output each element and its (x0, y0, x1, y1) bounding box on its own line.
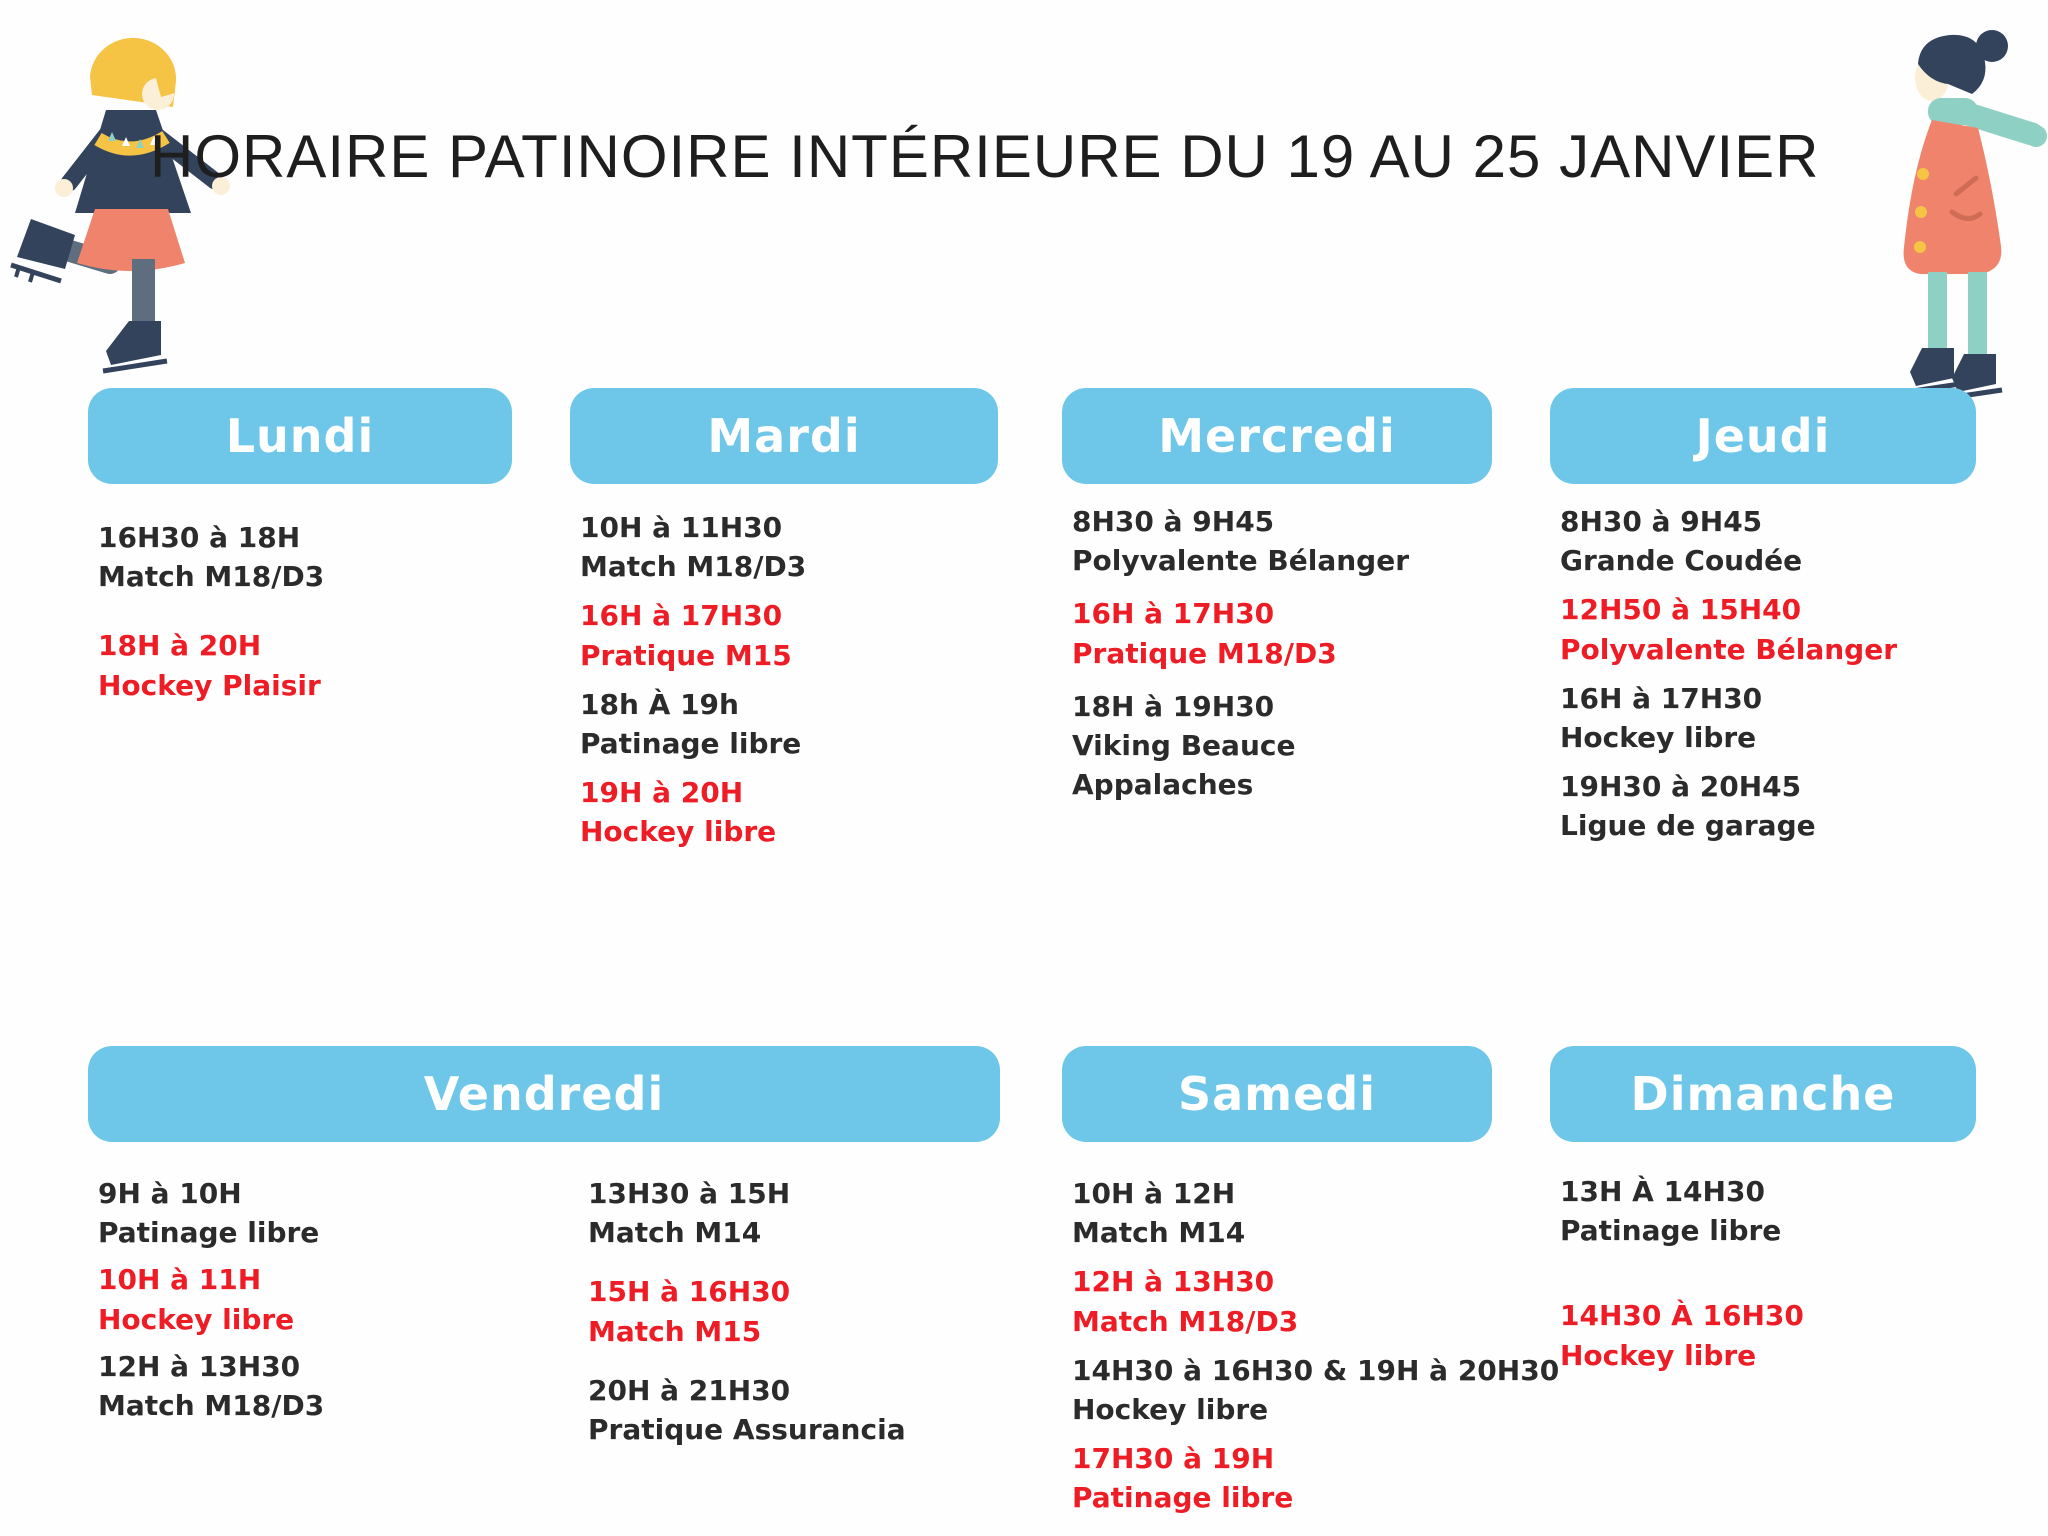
entry-activity: Patinage libre (1072, 1481, 1294, 1515)
day-entries (1062, 1174, 1582, 1518)
entry-activity: Pratique M15 (580, 638, 792, 672)
entry-time: 18h À 19h (580, 687, 739, 721)
entry-time: 12H à 13H30 (98, 1349, 301, 1383)
day-header-samedi (1062, 1046, 1492, 1142)
day-column-samedi (1062, 1046, 1560, 1518)
entry-time: 17H30 à 19H (1072, 1442, 1275, 1476)
schedule-entry (1072, 1262, 1582, 1340)
entry-time: 16H à 17H30 (580, 599, 783, 633)
schedule-entry (1072, 594, 1484, 672)
entry-activity: Patinage libre (580, 726, 802, 760)
schedule-entry (98, 1347, 538, 1425)
entry-activity: Hockey libre (1072, 1392, 1269, 1426)
day-entries-left (88, 1174, 538, 1425)
schedule-entry (1560, 502, 1984, 580)
day-header-vendredi (88, 1046, 1000, 1142)
schedule-entry (1072, 1351, 1582, 1429)
entry-activity: Pratique Assurancia (588, 1412, 906, 1446)
day-header-dimanche (1550, 1046, 1976, 1142)
entry-time: 12H50 à 15H40 (1560, 593, 1802, 627)
schedule-entry (588, 1272, 1068, 1350)
entry-time: 13H30 à 15H (588, 1177, 791, 1210)
schedule-entry (1560, 590, 1984, 668)
day-entries (570, 508, 980, 852)
day-header-lundi (88, 388, 512, 484)
entry-time: 13H À 14H30 (1560, 1175, 1765, 1208)
entry-activity: Match M18/D3 (580, 550, 807, 584)
day-column-jeudi (1550, 388, 1976, 846)
entry-activity: Hockey Plaisir (98, 668, 321, 702)
entry-time: 10H à 12H (1072, 1177, 1236, 1210)
entry-time: 20H à 21H30 (588, 1373, 791, 1407)
schedule-entry (580, 773, 980, 851)
schedule-entry (588, 1174, 1068, 1252)
schedule-entry (588, 1371, 1068, 1449)
day-column-mercredi (1062, 388, 1492, 804)
entry-time: 10H à 11H (98, 1263, 262, 1297)
schedule-entry (1560, 679, 1984, 757)
day-header-mardi (570, 388, 998, 484)
girl-skater-icon (5, 15, 255, 375)
day-label: Mardi (707, 409, 861, 463)
entry-activity: Match M15 (588, 1314, 762, 1348)
schedule-entry (1072, 1174, 1582, 1252)
day-label: Samedi (1178, 1067, 1376, 1121)
entry-time: 16H à 17H30 (1072, 597, 1275, 631)
day-header-mercredi (1062, 388, 1492, 484)
schedule-entry (98, 1174, 538, 1252)
schedule-entry (1072, 1439, 1582, 1517)
day-entries (1550, 1172, 1980, 1375)
entry-activity: Match M18/D3 (98, 560, 325, 594)
schedule-entry (98, 1260, 538, 1338)
day-column-vendredi (88, 1046, 1000, 1446)
entry-activity: Hockey libre (1560, 720, 1757, 754)
woman-skater-icon (1872, 22, 2048, 402)
entry-activity: Match M18/D3 (98, 1388, 325, 1422)
entry-time: 8H30 à 9H45 (1072, 505, 1275, 538)
entry-time: 9H à 10H (98, 1177, 242, 1210)
schedule-entry (98, 626, 488, 704)
day-column-dimanche (1550, 1046, 1976, 1375)
schedule-entry (580, 596, 980, 674)
entry-activity: Match M14 (588, 1216, 762, 1250)
schedule-entry (580, 685, 980, 763)
day-label: Mercredi (1158, 409, 1396, 463)
entry-time: 8H30 à 9H45 (1560, 505, 1763, 538)
page-title: HORAIRE PATINOIRE INTÉRIEURE DU 19 AU 25 JANVIER (150, 123, 1820, 190)
entry-activity: Match M18/D3 (1072, 1304, 1299, 1338)
entry-activity: Pratique M18/D3 (1072, 636, 1337, 670)
entry-activity: Polyvalente Bélanger (1560, 632, 1897, 666)
day-label: Vendredi (423, 1067, 665, 1121)
schedule-entry (1072, 687, 1484, 805)
entry-time: 16H30 à 18H (98, 521, 301, 554)
schedule-entry (580, 508, 980, 586)
entry-time: 14H30 à 16H30 & 19H à 20H30 (1072, 1353, 1560, 1387)
entry-activity: Hockey libre (1560, 1338, 1757, 1372)
entry-time: 19H30 à 20H45 (1560, 770, 1802, 804)
entry-time: 19H à 20H (580, 776, 744, 810)
day-entries (1062, 502, 1484, 804)
day-column-mardi (570, 388, 998, 852)
schedule-entry (1560, 767, 1984, 845)
entry-time: 14H30 À 16H30 (1560, 1299, 1804, 1333)
entry-time: 10H à 11H30 (580, 511, 783, 544)
day-entries-right (578, 1174, 1068, 1449)
entry-activity: Polyvalente Bélanger (1072, 544, 1409, 578)
entry-time: 18H à 19H30 (1072, 689, 1275, 723)
entry-activity: Grande Coudée (1560, 544, 1803, 578)
day-entries (88, 518, 488, 705)
day-column-lundi (88, 388, 512, 705)
schedule-entry (1072, 502, 1484, 580)
entry-activity: Ligue de garage (1560, 809, 1816, 843)
schedule-entry (1560, 1172, 1980, 1250)
entry-time: 15H à 16H30 (588, 1275, 791, 1309)
day-entries (1550, 502, 1984, 846)
entry-time: 18H à 20H (98, 629, 262, 663)
schedule-entry (98, 518, 488, 596)
day-label: Dimanche (1630, 1067, 1896, 1121)
entry-activity: Patinage libre (1560, 1214, 1782, 1248)
schedule-entry (1560, 1296, 1980, 1374)
entry-activity: Viking Beauce Appalaches (1072, 728, 1296, 802)
day-header-jeudi (1550, 388, 1976, 484)
entry-time: 16H à 17H30 (1560, 681, 1763, 715)
day-label: Lundi (225, 409, 375, 463)
entry-time: 12H à 13H30 (1072, 1265, 1275, 1299)
day-label: Jeudi (1695, 409, 1831, 463)
entry-activity: Match M14 (1072, 1216, 1246, 1250)
entry-activity: Patinage libre (98, 1216, 320, 1250)
entry-activity: Hockey libre (98, 1302, 295, 1336)
entry-activity: Hockey libre (580, 815, 777, 849)
